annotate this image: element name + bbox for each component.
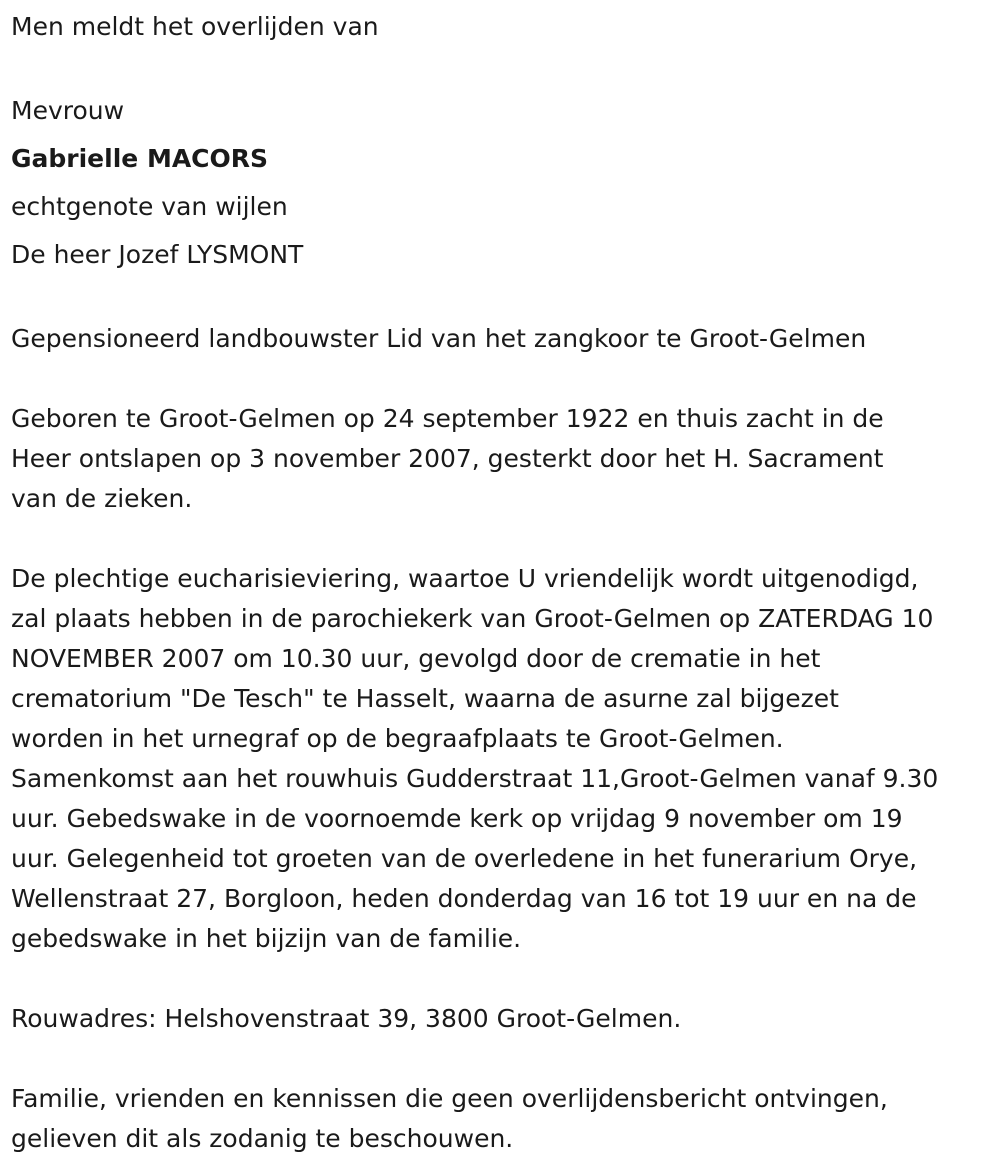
intro-text: Men meldt het overlijden van — [11, 12, 379, 41]
paragraph-line: Wellenstraat 27, Borgloon, heden donderdag van 16 tot 19 uur en na de — [11, 884, 917, 913]
birth-death-paragraph — [11, 399, 996, 519]
relation-text: echtgenote van wijlen — [11, 192, 288, 221]
paragraph-line: zal plaats hebben in de parochiekerk van Groot-Gelmen op ZATERDAG 10 — [11, 604, 934, 633]
spacer — [11, 519, 996, 559]
closing-paragraph — [11, 1079, 996, 1159]
paragraph-line: gebedswake in het bijzijn van de familie. — [11, 924, 522, 953]
salutation: Mevrouw — [11, 96, 125, 125]
paragraph-line: uur. Gelegenheid tot groeten van de overledene in het funerarium Orye, — [11, 844, 918, 873]
paragraph-line: NOVEMBER 2007 om 10.30 uur, gevolgd door de crematie in het — [11, 644, 821, 673]
spacer — [11, 359, 996, 399]
spouse-name: De heer Jozef LYSMONT — [11, 240, 304, 269]
paragraph-line: worden in het urnegraf op de begraafplaats te Groot-Gelmen. — [11, 724, 784, 753]
spacer — [11, 959, 996, 999]
ceremony-paragraph — [11, 559, 996, 959]
paragraph-line: Geboren te Groot-Gelmen op 24 september 1922 en thuis zacht in de — [11, 404, 884, 433]
paragraph-line: De plechtige eucharisieviering, waartoe U vriendelijk wordt uitgenodigd, — [11, 564, 919, 593]
death-notice — [11, 7, 996, 1159]
occupation-text: Gepensioneerd landbouwster Lid van het zangkoor te Groot-Gelmen — [11, 324, 867, 353]
paragraph-line: uur. Gebedswake in de voornoemde kerk op vrijdag 9 november om 19 — [11, 804, 903, 833]
deceased-name: Gabrielle MACORS — [11, 144, 269, 173]
paragraph-line: Samenkomst aan het rouwhuis Gudderstraat 11,Groot-Gelmen vanaf 9.30 — [11, 764, 939, 793]
paragraph-line: Heer ontslapen op 3 november 2007, gesterkt door het H. Sacrament — [11, 444, 884, 473]
spacer — [11, 1039, 996, 1079]
spacer — [11, 279, 996, 319]
mourning-address: Rouwadres: Helshovenstraat 39, 3800 Groot-Gelmen. — [11, 1004, 682, 1033]
paragraph-line: van de zieken. — [11, 484, 193, 513]
paragraph-line: Familie, vrienden en kennissen die geen overlijdensbericht ontvingen, — [11, 1084, 888, 1113]
paragraph-line: gelieven dit als zodanig te beschouwen. — [11, 1124, 514, 1153]
paragraph-line: crematorium "De Tesch" te Hasselt, waarna de asurne zal bijgezet — [11, 684, 839, 713]
spacer — [11, 47, 996, 87]
